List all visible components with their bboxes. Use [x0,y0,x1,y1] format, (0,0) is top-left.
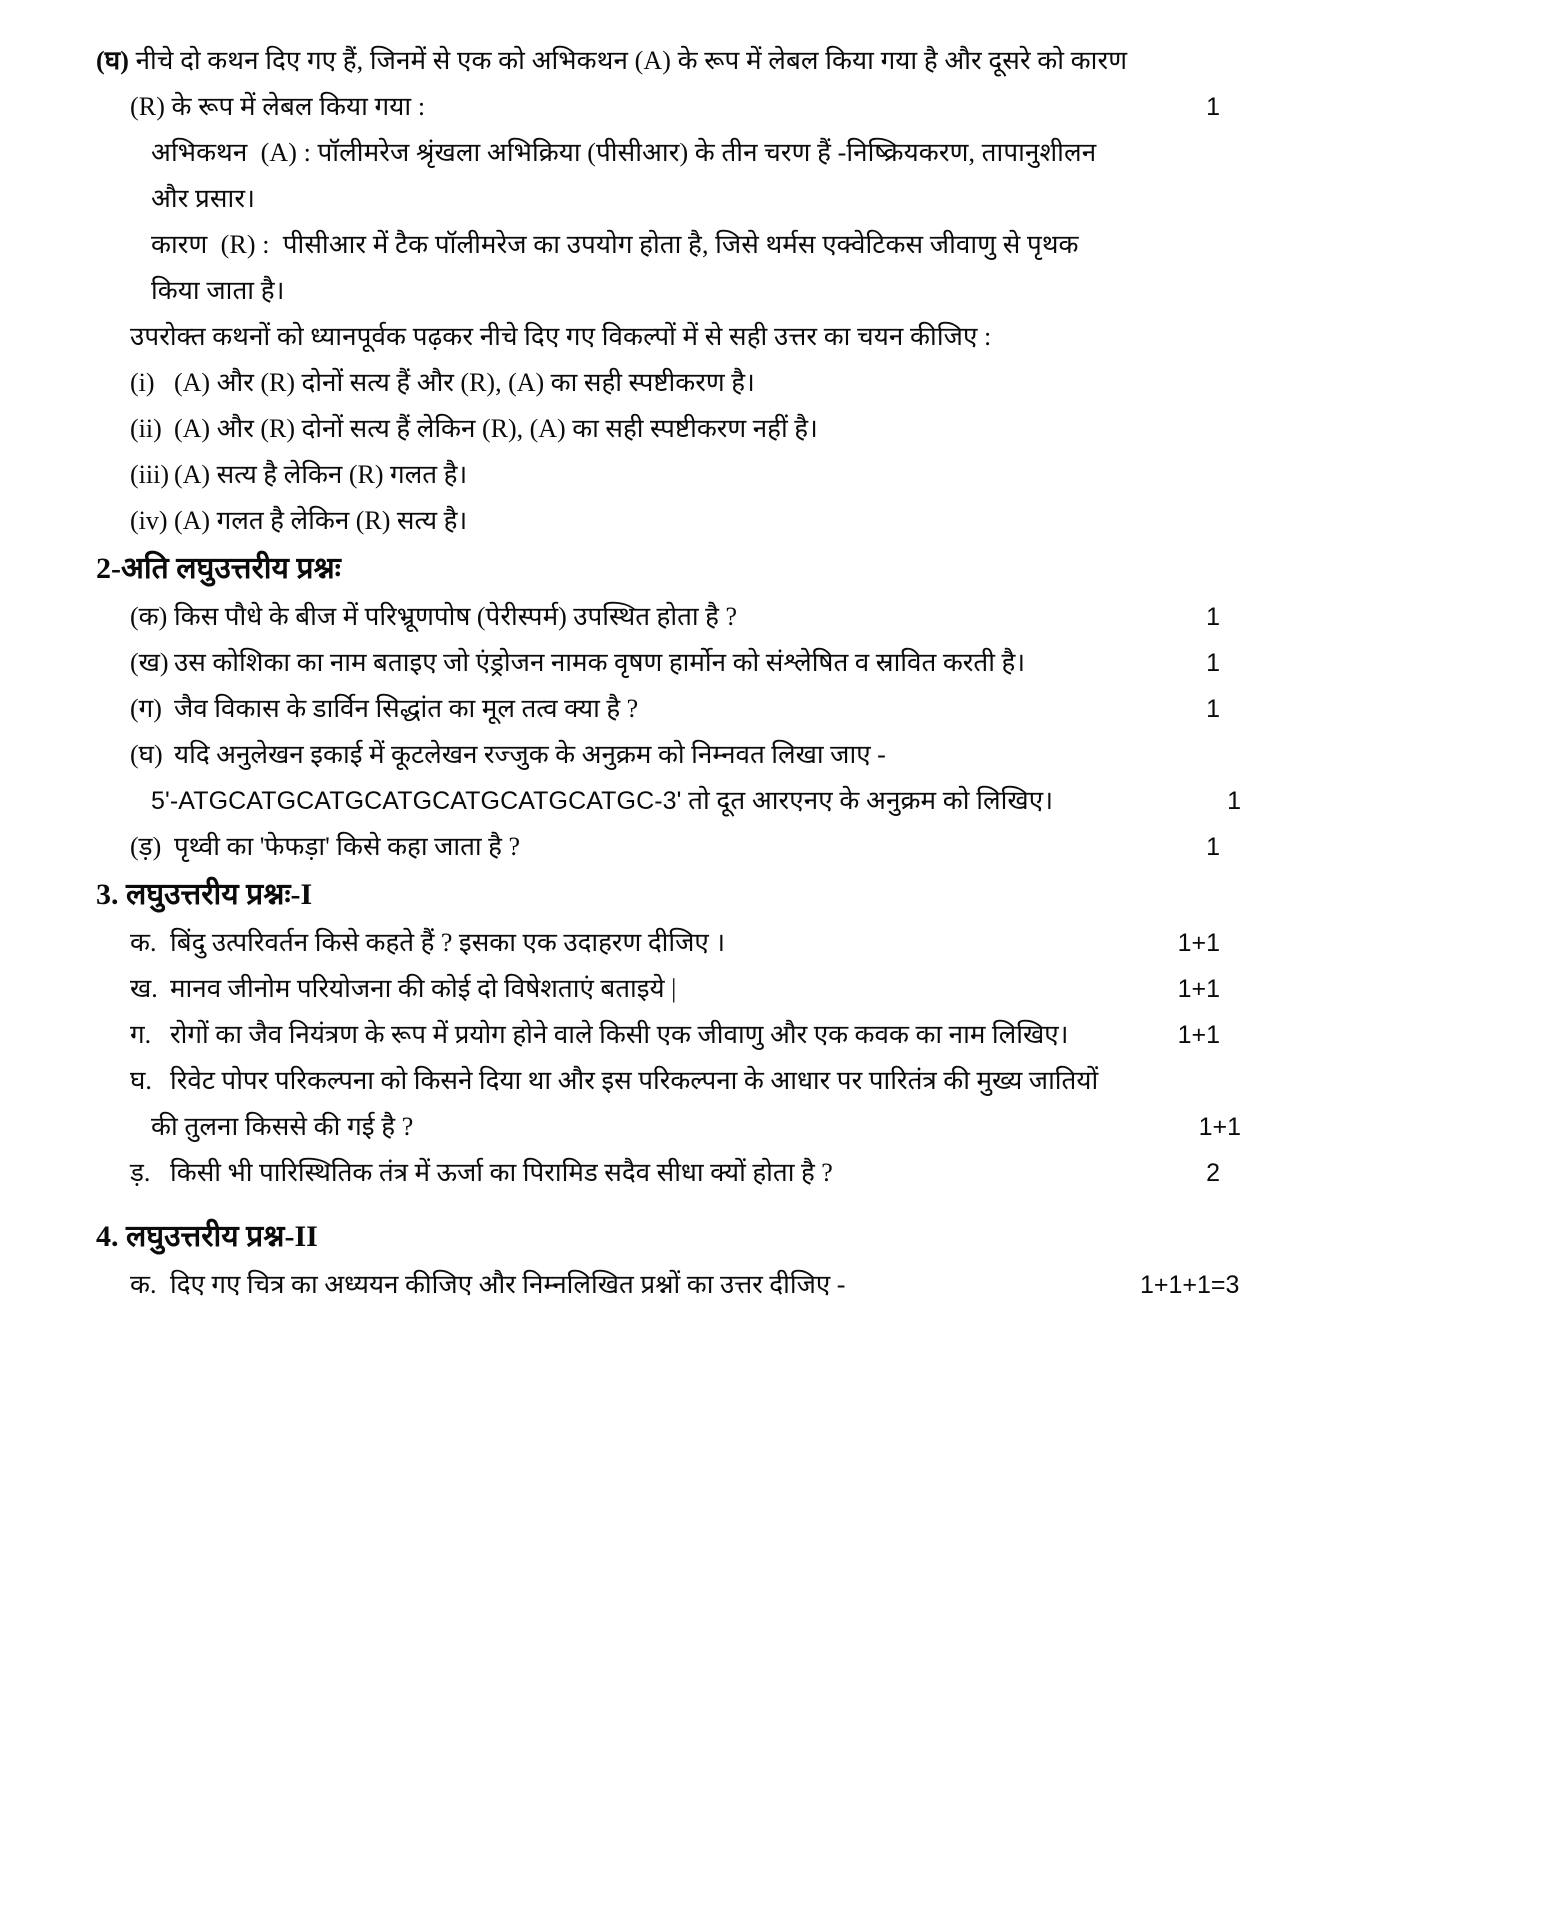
question-1d-assertion-line2: और प्रसार। [151,184,256,213]
question-1d-assertion-line1: अभिकथन (A) : पॉलीमरेज श्रृंखला अभिक्रिया (पीसीआर) के तीन चरण हैं -निष्क्रियकरण, तापानुशीलन [151,138,1097,167]
question-1d-reason-line2: किया जाता है। [151,276,285,305]
question-text: जैव विकास के डार्विन सिद्धांत का मूल तत्व क्या है ? [174,694,639,723]
question-label: क. [130,928,157,957]
question-label: (ख) [130,648,169,677]
question-1d-intro-line1-row [96,38,1186,84]
section-3-question-continuation-row [151,1104,1241,1150]
section-2-question-row [130,824,1220,870]
question-1d-instruction: उपरोक्त कथनों को ध्यानपूर्वक पढ़कर नीचे दिए गए विकल्पों में से सही उत्तर का चयन कीजिए : [130,322,992,351]
question-marks: 1+1 [1177,929,1220,957]
question-1d-intro-line2-row [130,84,1220,130]
question-label: (क) [130,602,168,631]
section-2-heading: 2-अति लघुउत्तरीय प्रश्नः [96,552,341,585]
question-marks: 1+1 [1198,1113,1241,1141]
option-text: (A) सत्य है लेकिन (R) गलत है। [174,460,468,489]
option-text: (A) गलत है लेकिन (R) सत्य है। [174,506,468,535]
option-label: (iv) [130,506,168,535]
option-text: (A) और (R) दोनों सत्य हैं लेकिन (R), (A) का सही स्पष्टीकरण नहीं है। [174,414,818,443]
question-1d-intro-line1-text: नीचे दो कथन दिए गए हैं, जिनमें से एक को अभिकथन (A) के रूप में लेबल किया गया है और दूसरे को कारण [135,46,1128,75]
question-text: उस कोशिका का नाम बताइए जो एंड्रोजन नामक वृषण हार्मोन को संश्लेषित व स्रावित करती है। [174,648,1026,677]
dna-sequence: 5'-ATGCATGCATGCATGCATGCATGCATGC-3' [151,787,682,815]
question-marks: 1+1 [1177,1021,1220,1049]
option-label: (iii) [130,460,169,489]
section-3-heading: 3. लघुउत्तरीय प्रश्नः-I [96,878,313,911]
question-marks: 1+1 [1177,975,1220,1003]
question-marks: 1 [1206,603,1220,631]
question-continuation-text: तो दूत आरएनए के अनुक्रम को लिखिए। [688,786,1054,815]
section-2-question-continuation-row [151,778,1241,824]
section-3-question-row [130,1012,1220,1058]
section-2-question-row [130,640,1220,686]
question-label: क. [130,1270,157,1299]
section-4-heading: 4. लघुउत्तरीय प्रश्न-II [96,1220,318,1253]
question-label: (घ) [130,740,163,769]
section-3-question-row [130,920,1220,966]
question-text: पृथ्वी का 'फेफड़ा' किसे कहा जाता है ? [174,832,521,861]
question-text: रिवेट पोपर परिकल्पना को किसने दिया था और इस परिकल्पना के आधार पर पारितंत्र की मुख्य जातियों [170,1066,1099,1095]
option-row [130,498,1186,544]
question-1d-marks: 1 [1206,93,1220,121]
page-content [96,38,1241,1308]
question-label: (ग) [130,694,162,723]
question-text: दिए गए चित्र का अध्ययन कीजिए और निम्नलिखित प्रश्नों का उत्तर दीजिए - [170,1270,846,1299]
question-label: ख. [130,974,158,1003]
option-row [130,452,1186,498]
option-row [130,406,1186,452]
question-marks: 1 [1206,833,1220,861]
question-text: यदि अनुलेखन इकाई में कूटलेखन रज्जुक के अनुक्रम को निम्नवत लिखा जाए - [174,740,886,769]
question-marks: 1+1+1=3 [1140,1271,1240,1299]
question-label: ग. [130,1020,152,1049]
question-1d-label: (घ) [96,46,129,75]
section-2-question-row [130,594,1220,640]
section-3-question-row [130,1058,1220,1104]
question-marks: 1 [1206,649,1220,677]
question-1d-intro-line2: (R) के रूप में लेबल किया गया : [130,92,426,121]
option-label: (i) [130,368,155,397]
question-label: ड़. [130,1158,151,1187]
question-continuation-text: की तुलना किससे की गई है ? [151,1112,414,1141]
question-marks: 1 [1227,787,1241,815]
section-2-question-row [130,732,1220,778]
question-marks: 1 [1206,695,1220,723]
question-text: किस पौधे के बीज में परिभ्रूणपोष (पेरीस्पर्म) उपस्थित होता है ? [174,602,738,631]
option-row [130,360,1186,406]
question-text: मानव जीनोम परियोजना की कोई दो विषेशताएं बताइये | [170,974,677,1003]
question-text: किसी भी पारिस्थितिक तंत्र में ऊर्जा का पिरामिड सदैव सीधा क्यों होता है ? [170,1158,833,1187]
option-text: (A) और (R) दोनों सत्य हैं और (R), (A) का सही स्पष्टीकरण है। [174,368,755,397]
section-3-question-row [130,1150,1220,1196]
question-marks: 2 [1206,1159,1220,1187]
section-3-question-row [130,966,1220,1012]
question-label: घ. [130,1066,152,1095]
question-1d-intro-line1 [96,38,1186,84]
question-text: रोगों का जैव नियंत्रण के रूप में प्रयोग होने वाले किसी एक जीवाणु और एक कवक का नाम लिखिए। [170,1020,1069,1049]
question-1d-reason-line1: कारण (R) : पीसीआर में टैक पॉलीमरेज का उपयोग होता है, जिसे थर्मस एक्वेटिकस जीवाणु से पृथक [151,230,1079,259]
question-label: (ड़) [130,832,162,861]
section-4-question-row [130,1262,1240,1308]
section-2-question-row [130,686,1220,732]
question-text: बिंदु उत्परिवर्तन किसे कहते हैं ? इसका एक उदाहरण दीजिए । [170,928,726,957]
option-label: (ii) [130,414,162,443]
